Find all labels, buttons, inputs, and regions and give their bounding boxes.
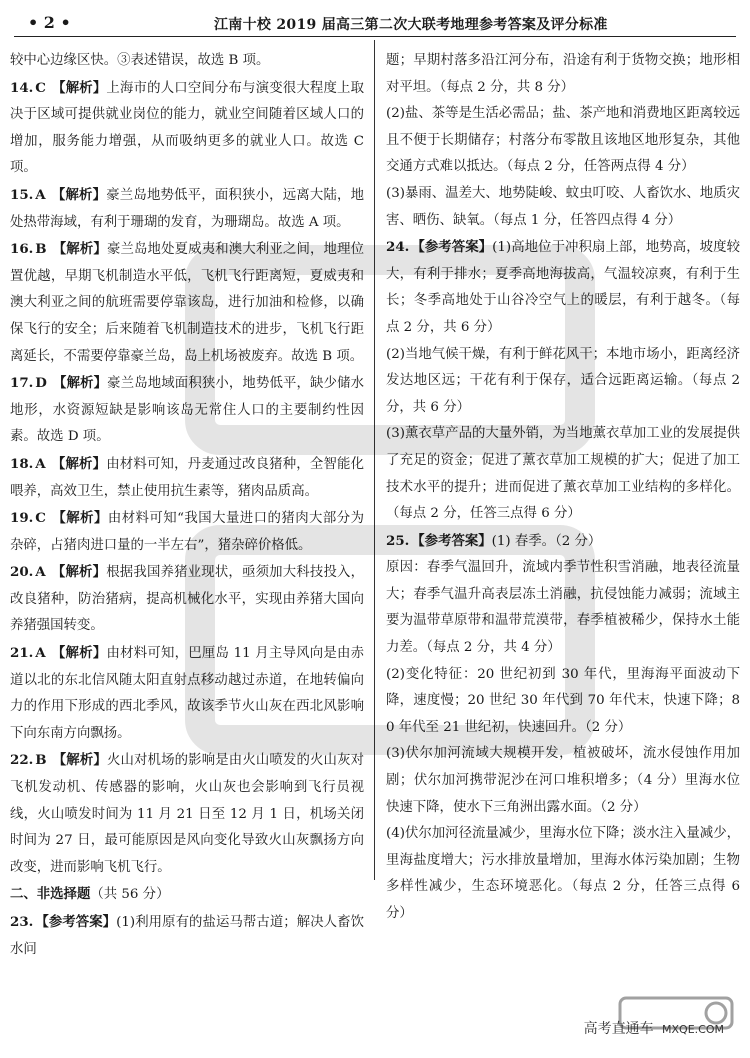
answer-text: (3)薰衣草产品的大量外销，为当地薰衣草加工业的发展提供了充足的资金；促进了薰衣草加工规模的扩大；促进了加工技术水平的提升；进而促进了薰衣草加工业结构的多样化。（每点 2 分，任答三点得 6 分） <box>386 426 740 522</box>
right-column <box>386 48 740 928</box>
answer-paragraph <box>386 421 740 527</box>
question-number: 14. <box>10 79 34 96</box>
answer-text: 根据我国养猪业现状，亟须加大科技投入，改良猪种，防治猪病，提高机械化水平，实现由养猪大国向养猪强国转变。 <box>10 565 365 634</box>
footer-logo-label: 高考直通车 <box>583 1021 654 1037</box>
page-number: • 2 • <box>28 13 71 32</box>
answer-paragraph <box>386 662 740 742</box>
footer-logo-text <box>584 1018 724 1038</box>
answer-text: 豪兰岛地势低平，面积狭小，远离大陆，地处热带海域，有利于珊瑚的发育，为珊瑚岛。故选 A 项。 <box>10 187 365 230</box>
answer-tag: 【解析】 <box>52 241 107 258</box>
answer-paragraph <box>10 909 364 963</box>
question-number: 15. <box>10 186 34 203</box>
answer-choice: A <box>35 186 46 203</box>
answer-paragraph <box>386 234 740 341</box>
answer-paragraph <box>10 505 364 559</box>
answer-paragraph <box>386 821 740 927</box>
answer-text: 题；早期村落多沿江河分布，沿途有利于货物交换；地形相对平坦。（每点 2 分，共 8 分） <box>386 53 740 95</box>
answer-text: 原因：春季气温回升，流域内季节性积雪消融，地表径流量大；春季气温升高表层冻土消融，抗侵蚀能力减弱；流域主要为温带草原带和温带荒漠带，春季植被稀少，保持水土能力差。（每点 2 分，共 4 分） <box>386 560 740 656</box>
answer-paragraph <box>10 236 364 370</box>
answer-choice: C <box>35 510 46 527</box>
answer-text: (1)高地位于冲积扇上部，地势高，坡度较大，有利于排水；夏季高地海拔高，气温较凉爽，有利于生长；冬季高地处于山谷冷空气上的暖层，有利于越冬。（每点 2 分，共 6 分） <box>386 240 741 335</box>
answer-tag: 【参考答案】 <box>411 239 493 256</box>
answer-paragraph <box>10 48 364 75</box>
answer-tag: 【解析】 <box>51 564 107 581</box>
question-number: 16. <box>10 241 34 258</box>
answer-tag: 【解析】 <box>52 752 107 769</box>
answer-text: 由材料可知，丹麦通过改良猪种，全智能化喂养，高效卫生，禁止使用抗生素等，猪肉品质高。 <box>10 456 365 499</box>
answer-choice: D <box>35 375 47 392</box>
answer-text: 火山对机场的影响是由火山喷发的火山灰对飞机发动机、传感器的影响，火山灰也会影响到飞行员视线，火山喷发时间为 11 月 21 日至 12 月 1 日，机场关闭时间为 27 日，最可能原因是风向变化导致火山灰飘扬方向改变，进而影响飞机飞行。 <box>10 753 365 875</box>
answer-text: 上海市的人口空间分布与演变很大程度上取决于区域可提供就业岗位的能力，就业空间随着区域人口的增加，服务能力增强，从而吸纳更多的就业人口。故选 C 项。 <box>10 80 365 176</box>
answer-text: 豪兰岛地处夏威夷和澳大利亚之间，地理位置优越，早期飞机制造水平低，飞机飞行距离短，夏威夷和澳大利亚之间的航班需要停靠该岛，进行加油和检修，以确保飞行的安全；后来随着飞机制造技术的进步，飞机飞行距离延长，不需要停靠豪兰岛，岛上机场被废弃。故选 B 项。 <box>10 242 365 364</box>
answer-paragraph <box>10 370 364 451</box>
answer-text: (2)变化特征：20 世纪初到 30 年代，里海海平面波动下降，速度慢；20 世纪 30 年代到 70 年代末，快速下降；80 年代至 21 世纪初，快速回升。（2 分） <box>386 666 740 735</box>
answer-paragraph <box>10 559 364 640</box>
answer-text: (2)盐、茶等是生活必需品；盐、茶产地和消费地区距离较远且不便于长期储存；村落分布零散且该地区地形复杂，其他交通方式难以抵达。（每点 2 分，任答两点得 4 分） <box>386 106 740 175</box>
column-divider <box>374 40 375 880</box>
question-number: 18. <box>10 455 34 472</box>
answer-tag: 【解析】 <box>51 186 107 203</box>
answer-text: (3)暴雨、温差大、地势陡峻、蚊虫叮咬、人畜饮水、地质灾害、晒伤、缺氧。（每点 1 分，任答四点得 4 分） <box>386 185 740 228</box>
answer-paragraph <box>10 640 364 747</box>
answer-tag: 二、非选择题 <box>10 886 91 903</box>
answer-choice: C <box>35 79 46 96</box>
answer-tag: 【解析】 <box>52 375 108 392</box>
answer-paragraph <box>386 741 740 821</box>
answer-paragraph <box>386 181 740 234</box>
answer-tag: 【参考答案】 <box>411 532 492 549</box>
answer-choice: A <box>35 645 46 662</box>
answer-choice: B <box>35 241 47 258</box>
answer-paragraph <box>386 342 740 422</box>
answer-paragraph <box>386 555 740 661</box>
answer-choice: A <box>35 564 46 581</box>
answer-text: (1) 春季。（2 分） <box>491 533 602 549</box>
answer-text: 由材料可知“我国大量进口的猪肉大部分为杂碎，占猪肉进口量的一半左右”，猪杂碎价格低。 <box>10 511 364 553</box>
page-title: 江南十校 2019 届高三第二次大联考地理参考答案及评分标准 <box>214 17 608 33</box>
question-number: 21. <box>10 645 34 662</box>
question-number: 24. <box>386 239 410 256</box>
answer-tag: 【参考答案】 <box>35 914 117 930</box>
answer-paragraph <box>386 48 740 101</box>
answer-paragraph <box>386 101 740 181</box>
answer-paragraph <box>10 75 364 182</box>
question-number: 19. <box>10 510 34 527</box>
answer-paragraph <box>10 881 364 909</box>
answer-tag: 【解析】 <box>51 510 108 527</box>
question-number: 20. <box>10 564 34 581</box>
question-number: 25. <box>386 532 410 549</box>
footer-logo-sub: MXQE.COM <box>662 1023 724 1036</box>
answer-text: (2)当地气候干燥，有利于鲜花风干；本地市场小，距离经济发达地区远；干花有利于保存，适合远距离运输。（每点 2 分，共 6 分） <box>386 346 740 415</box>
answer-text: (4)伏尔加河径流量减少，里海水位下降；淡水注入量减少，里海盐度增大；污水排放量增加，里海水体污染加剧；生物多样性减少，生态环境恶化。（每点 2 分，任答三点得 6 分） <box>386 826 740 921</box>
answer-choice: B <box>35 752 47 769</box>
answer-tag: 【解析】 <box>51 645 107 662</box>
answer-text: 由材料可知，巴厘岛 11 月主导风向是由赤道以北的东北信风随太阳直射点移动越过赤道，在地转偏向力的作用下形成的西北季风，故该季节火山灰在西北风影响下向东南方向飘扬。 <box>10 646 365 741</box>
answer-text: （共 56 分） <box>90 887 170 903</box>
answer-text: 豪兰岛地域面积狭小，地势低平，缺少储水地形，水资源短缺是影响该岛无常住人口的主要制约性因素。故选 D 项。 <box>10 376 365 445</box>
question-number: 22. <box>10 752 34 769</box>
answer-tag: 【解析】 <box>51 455 107 472</box>
answer-paragraph <box>386 528 740 556</box>
left-column <box>10 48 364 963</box>
answer-paragraph <box>10 747 364 881</box>
question-number: 23. <box>10 914 34 930</box>
answer-tag: 【解析】 <box>51 79 107 96</box>
answer-choice: A <box>35 455 46 472</box>
answer-text: 较中心边缘区快。③表述错误，故选 B 项。 <box>10 53 270 68</box>
answer-text: (1)利用原有的盐运马帮古道；解决人畜饮水问 <box>10 915 365 957</box>
page-header <box>14 8 736 37</box>
answer-text: (3)伏尔加河流域大规模开发，植被破坏，流水侵蚀作用加剧；伏尔加河携带泥沙在河口堆积增多；（4 分）里海水位快速下降，使水下三角洲出露水面。（2 分） <box>386 746 740 815</box>
answer-paragraph <box>10 451 364 505</box>
answer-paragraph <box>10 182 364 236</box>
question-number: 17. <box>10 375 34 392</box>
